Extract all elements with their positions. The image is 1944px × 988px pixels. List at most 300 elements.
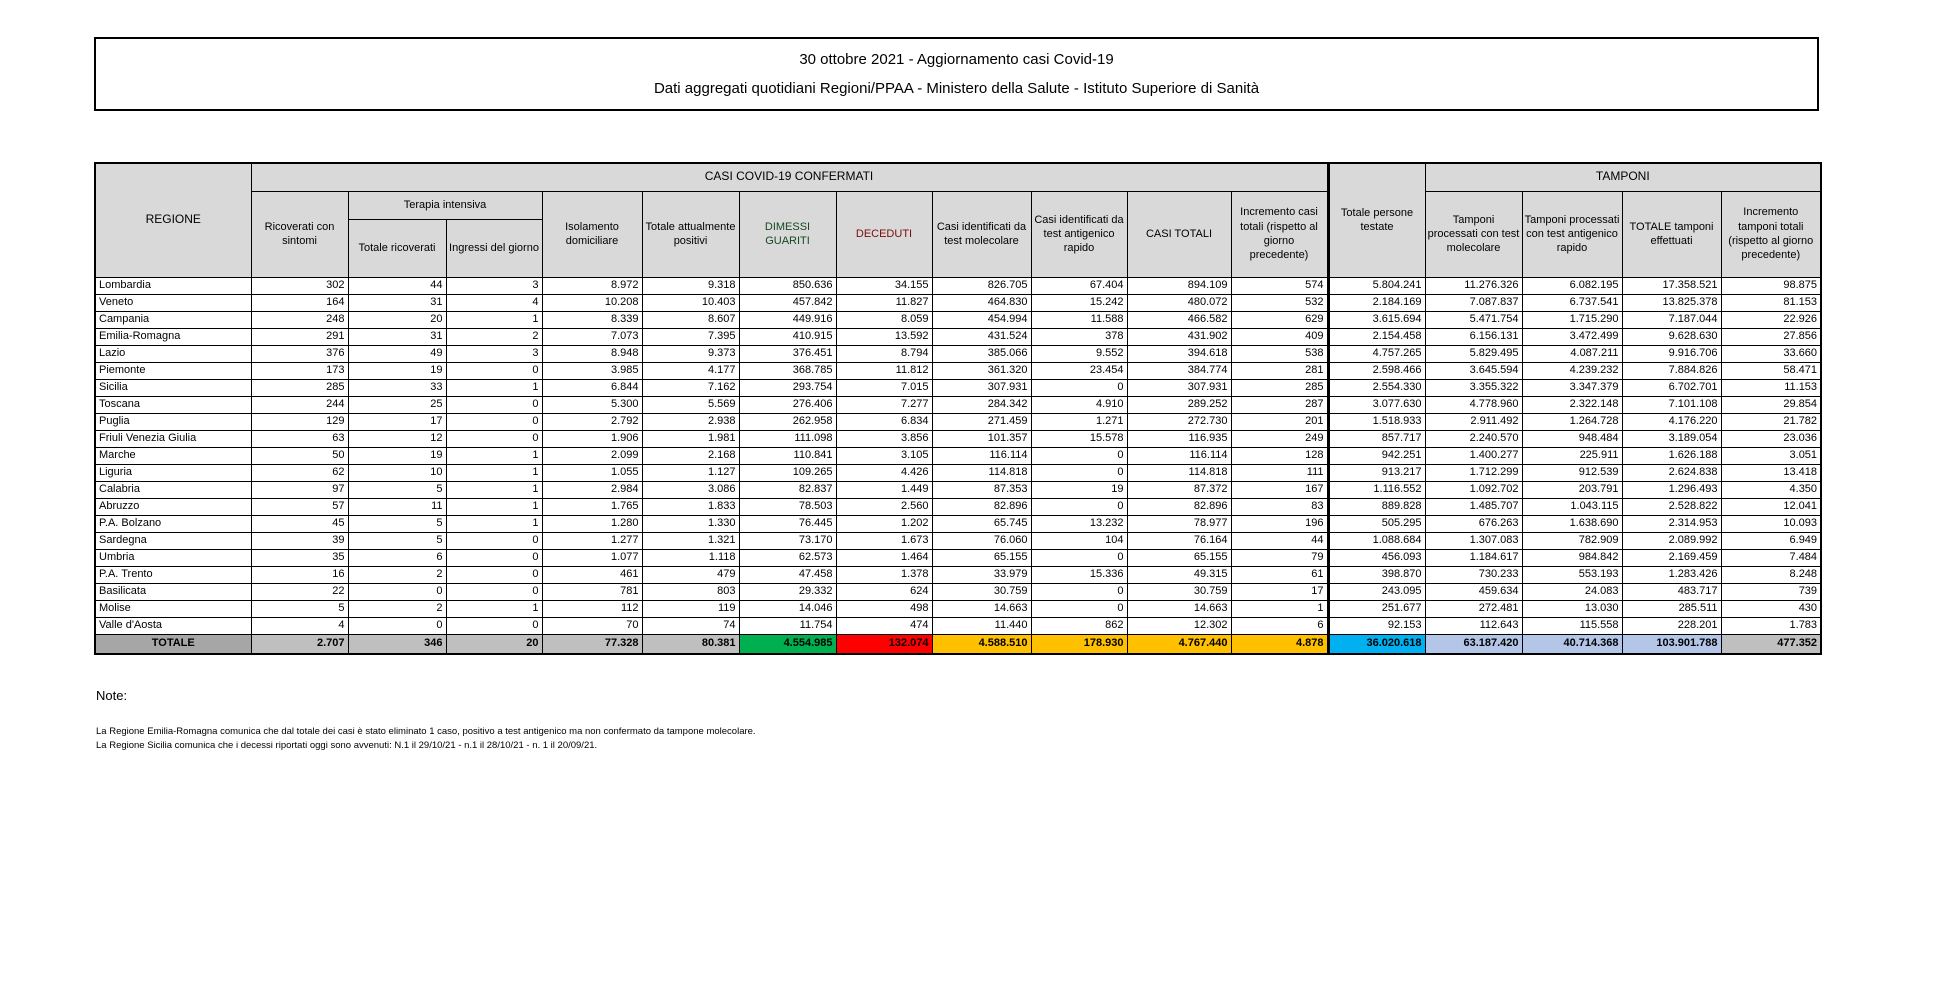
region-cell: Valle d'Aosta <box>95 617 251 634</box>
value-cell: 11 <box>348 498 446 515</box>
value-cell: 480.072 <box>1127 294 1231 311</box>
value-cell: 83 <box>1231 498 1328 515</box>
value-cell: 398.870 <box>1328 566 1425 583</box>
header-totale-attualmente-positivi: Totale attualmente positivi <box>642 191 739 277</box>
value-cell: 285.511 <box>1622 600 1721 617</box>
value-cell: 3.615.694 <box>1328 311 1425 328</box>
header-incremento-tamponi: Incremento tamponi totali (rispetto al giorno precedente) <box>1721 191 1821 277</box>
value-cell: 78.503 <box>739 498 836 515</box>
header-totale-persone-testate: Totale persone testate <box>1328 163 1425 277</box>
value-cell: 167 <box>1231 481 1328 498</box>
value-cell: 384.774 <box>1127 362 1231 379</box>
value-cell: 293.754 <box>739 379 836 396</box>
value-cell: 19 <box>348 447 446 464</box>
value-cell: 385.066 <box>932 345 1031 362</box>
value-cell: 1 <box>446 379 542 396</box>
value-cell: 1.712.299 <box>1425 464 1522 481</box>
value-cell: 33 <box>348 379 446 396</box>
region-cell: Basilicata <box>95 583 251 600</box>
value-cell: 244 <box>251 396 348 413</box>
value-cell: 459.634 <box>1425 583 1522 600</box>
value-cell: 30.759 <box>1127 583 1231 600</box>
value-cell: 2.089.992 <box>1622 532 1721 549</box>
value-cell: 3.472.499 <box>1522 328 1622 345</box>
value-cell: 33.660 <box>1721 345 1821 362</box>
value-cell: 1.330 <box>642 515 739 532</box>
table-row <box>95 532 1821 549</box>
value-cell: 449.916 <box>739 311 836 328</box>
value-cell: 803 <box>642 583 739 600</box>
total-value-cell: 4.588.510 <box>932 634 1031 654</box>
value-cell: 1.833 <box>642 498 739 515</box>
value-cell: 410.915 <box>739 328 836 345</box>
value-cell: 2 <box>446 328 542 345</box>
value-cell: 0 <box>1031 600 1127 617</box>
value-cell: 10.403 <box>642 294 739 311</box>
header-dimessi-guariti: DIMESSI GUARITI <box>739 191 836 277</box>
value-cell: 1 <box>446 447 542 464</box>
value-cell: 9.552 <box>1031 345 1127 362</box>
table-row <box>95 549 1821 566</box>
value-cell: 13.825.378 <box>1622 294 1721 311</box>
value-cell: 0 <box>348 617 446 634</box>
value-cell: 14.663 <box>1127 600 1231 617</box>
header-casi-totali: CASI TOTALI <box>1127 191 1231 277</box>
table-row <box>95 294 1821 311</box>
value-cell: 2.168 <box>642 447 739 464</box>
value-cell: 248 <box>251 311 348 328</box>
value-cell: 948.484 <box>1522 430 1622 447</box>
value-cell: 2.169.459 <box>1622 549 1721 566</box>
value-cell: 116.935 <box>1127 430 1231 447</box>
table-row <box>95 481 1821 498</box>
value-cell: 44 <box>1231 532 1328 549</box>
value-cell: 287 <box>1231 396 1328 413</box>
value-cell: 67.404 <box>1031 277 1127 294</box>
value-cell: 73.170 <box>739 532 836 549</box>
value-cell: 5 <box>348 532 446 549</box>
value-cell: 0 <box>446 566 542 583</box>
value-cell: 430 <box>1721 600 1821 617</box>
value-cell: 87.372 <box>1127 481 1231 498</box>
value-cell: 7.162 <box>642 379 739 396</box>
value-cell: 13.232 <box>1031 515 1127 532</box>
value-cell: 553.193 <box>1522 566 1622 583</box>
table-body <box>95 277 1821 654</box>
value-cell: 11.827 <box>836 294 932 311</box>
value-cell: 17 <box>348 413 446 430</box>
value-cell: 1.296.493 <box>1622 481 1721 498</box>
value-cell: 2.554.330 <box>1328 379 1425 396</box>
value-cell: 5 <box>348 515 446 532</box>
region-cell: Molise <box>95 600 251 617</box>
value-cell: 76.060 <box>932 532 1031 549</box>
value-cell: 0 <box>446 617 542 634</box>
value-cell: 2.322.148 <box>1522 396 1622 413</box>
value-cell: 82.896 <box>1127 498 1231 515</box>
value-cell: 35 <box>251 549 348 566</box>
header-totale-ricoverati: Totale ricoverati <box>348 219 446 277</box>
value-cell: 6.949 <box>1721 532 1821 549</box>
value-cell: 1 <box>446 515 542 532</box>
value-cell: 7.101.108 <box>1622 396 1721 413</box>
value-cell: 6.844 <box>542 379 642 396</box>
value-cell: 20 <box>348 311 446 328</box>
value-cell: 5.300 <box>542 396 642 413</box>
region-cell: Veneto <box>95 294 251 311</box>
value-cell: 63 <box>251 430 348 447</box>
value-cell: 3.856 <box>836 430 932 447</box>
value-cell: 1.116.552 <box>1328 481 1425 498</box>
value-cell: 894.109 <box>1127 277 1231 294</box>
table-row <box>95 362 1821 379</box>
value-cell: 1.400.277 <box>1425 447 1522 464</box>
value-cell: 0 <box>446 413 542 430</box>
value-cell: 8.607 <box>642 311 739 328</box>
value-cell: 781 <box>542 583 642 600</box>
value-cell: 498 <box>836 600 932 617</box>
table-row <box>95 328 1821 345</box>
region-cell: Lombardia <box>95 277 251 294</box>
value-cell: 22 <box>251 583 348 600</box>
region-cell: Piemonte <box>95 362 251 379</box>
value-cell: 0 <box>446 583 542 600</box>
value-cell: 49 <box>348 345 446 362</box>
value-cell: 1 <box>446 311 542 328</box>
value-cell: 1.783 <box>1721 617 1821 634</box>
value-cell: 4.176.220 <box>1622 413 1721 430</box>
total-value-cell: 4.767.440 <box>1127 634 1231 654</box>
header-band-tamponi: TAMPONI <box>1425 163 1821 191</box>
table-row <box>95 430 1821 447</box>
value-cell: 378 <box>1031 328 1127 345</box>
value-cell: 1 <box>446 600 542 617</box>
value-cell: 14.046 <box>739 600 836 617</box>
value-cell: 2.099 <box>542 447 642 464</box>
total-value-cell: 4.878 <box>1231 634 1328 654</box>
value-cell: 284.342 <box>932 396 1031 413</box>
value-cell: 6.834 <box>836 413 932 430</box>
value-cell: 4 <box>251 617 348 634</box>
value-cell: 984.842 <box>1522 549 1622 566</box>
total-value-cell: 178.930 <box>1031 634 1127 654</box>
value-cell: 1.906 <box>542 430 642 447</box>
value-cell: 6 <box>348 549 446 566</box>
value-cell: 281 <box>1231 362 1328 379</box>
value-cell: 1 <box>446 464 542 481</box>
note-line-1: La Regione Emilia-Romagna comunica che dal totale dei casi è stato eliminato 1 caso, positivo a test antigenico ma non confermato da tampone molecolare. <box>96 726 756 737</box>
value-cell: 5.829.495 <box>1425 345 1522 362</box>
value-cell: 98.875 <box>1721 277 1821 294</box>
value-cell: 2.624.838 <box>1622 464 1721 481</box>
value-cell: 5.471.754 <box>1425 311 1522 328</box>
value-cell: 5.569 <box>642 396 739 413</box>
value-cell: 850.636 <box>739 277 836 294</box>
table-row <box>95 515 1821 532</box>
value-cell: 1.449 <box>836 481 932 498</box>
value-cell: 119 <box>642 600 739 617</box>
value-cell: 2 <box>348 566 446 583</box>
value-cell: 164 <box>251 294 348 311</box>
value-cell: 285 <box>251 379 348 396</box>
value-cell: 8.059 <box>836 311 932 328</box>
value-cell: 1.626.188 <box>1622 447 1721 464</box>
value-cell: 0 <box>1031 498 1127 515</box>
total-value-cell: 20 <box>446 634 542 654</box>
value-cell: 23.036 <box>1721 430 1821 447</box>
value-cell: 574 <box>1231 277 1328 294</box>
value-cell: 9.318 <box>642 277 739 294</box>
notes-title: Note: <box>96 688 128 703</box>
value-cell: 1.277 <box>542 532 642 549</box>
value-cell: 5.804.241 <box>1328 277 1425 294</box>
value-cell: 285 <box>1231 379 1328 396</box>
value-cell: 2.154.458 <box>1328 328 1425 345</box>
value-cell: 2.911.492 <box>1425 413 1522 430</box>
region-cell: Abruzzo <box>95 498 251 515</box>
value-cell: 4.239.232 <box>1522 362 1622 379</box>
value-cell: 461 <box>542 566 642 583</box>
value-cell: 1.077 <box>542 549 642 566</box>
report-title: 30 ottobre 2021 - Aggiornamento casi Covid-19 <box>799 51 1114 68</box>
value-cell: 19 <box>1031 481 1127 498</box>
value-cell: 16 <box>251 566 348 583</box>
value-cell: 1.765 <box>542 498 642 515</box>
table-row <box>95 617 1821 634</box>
value-cell: 15.242 <box>1031 294 1127 311</box>
value-cell: 13.418 <box>1721 464 1821 481</box>
value-cell: 3.105 <box>836 447 932 464</box>
value-cell: 1.464 <box>836 549 932 566</box>
value-cell: 7.073 <box>542 328 642 345</box>
value-cell: 82.837 <box>739 481 836 498</box>
value-cell: 3.355.322 <box>1425 379 1522 396</box>
value-cell: 23.454 <box>1031 362 1127 379</box>
value-cell: 8.794 <box>836 345 932 362</box>
value-cell: 302 <box>251 277 348 294</box>
value-cell: 376 <box>251 345 348 362</box>
value-cell: 17.358.521 <box>1622 277 1721 294</box>
value-cell: 116.114 <box>932 447 1031 464</box>
region-cell: P.A. Bolzano <box>95 515 251 532</box>
region-cell: Sicilia <box>95 379 251 396</box>
value-cell: 9.373 <box>642 345 739 362</box>
value-cell: 0 <box>1031 583 1127 600</box>
value-cell: 291 <box>251 328 348 345</box>
value-cell: 3.051 <box>1721 447 1821 464</box>
value-cell: 14.663 <box>932 600 1031 617</box>
value-cell: 9.916.706 <box>1622 345 1721 362</box>
value-cell: 4.910 <box>1031 396 1127 413</box>
value-cell: 1.280 <box>542 515 642 532</box>
region-cell: Lazio <box>95 345 251 362</box>
region-cell: Friuli Venezia Giulia <box>95 430 251 447</box>
value-cell: 65.155 <box>932 549 1031 566</box>
value-cell: 4.778.960 <box>1425 396 1522 413</box>
total-value-cell: 103.901.788 <box>1622 634 1721 654</box>
value-cell: 115.558 <box>1522 617 1622 634</box>
total-value-cell: 132.074 <box>836 634 932 654</box>
header-ingressi-del-giorno: Ingressi del giorno <box>446 219 542 277</box>
value-cell: 3.645.594 <box>1425 362 1522 379</box>
value-cell: 196 <box>1231 515 1328 532</box>
value-cell: 225.911 <box>1522 447 1622 464</box>
header-deceduti: DECEDUTI <box>836 191 932 277</box>
total-value-cell: 2.707 <box>251 634 348 654</box>
value-cell: 262.958 <box>739 413 836 430</box>
value-cell: 4.087.211 <box>1522 345 1622 362</box>
value-cell: 128 <box>1231 447 1328 464</box>
value-cell: 1.378 <box>836 566 932 583</box>
value-cell: 1.264.728 <box>1522 413 1622 430</box>
value-cell: 116.114 <box>1127 447 1231 464</box>
value-cell: 11.276.326 <box>1425 277 1522 294</box>
value-cell: 376.451 <box>739 345 836 362</box>
value-cell: 6.082.195 <box>1522 277 1622 294</box>
value-cell: 13.030 <box>1522 600 1622 617</box>
value-cell: 3 <box>446 277 542 294</box>
value-cell: 45 <box>251 515 348 532</box>
region-cell: Calabria <box>95 481 251 498</box>
value-cell: 6 <box>1231 617 1328 634</box>
header-tamponi-antigenico: Tamponi processati con test antigenico rapido <box>1522 191 1622 277</box>
value-cell: 0 <box>446 532 542 549</box>
value-cell: 289.252 <box>1127 396 1231 413</box>
title-box <box>94 37 1819 111</box>
value-cell: 104 <box>1031 532 1127 549</box>
value-cell: 1.118 <box>642 549 739 566</box>
value-cell: 0 <box>446 430 542 447</box>
value-cell: 1.202 <box>836 515 932 532</box>
value-cell: 307.931 <box>1127 379 1231 396</box>
value-cell: 409 <box>1231 328 1328 345</box>
table-row <box>95 464 1821 481</box>
value-cell: 87.353 <box>932 481 1031 498</box>
value-cell: 2.598.466 <box>1328 362 1425 379</box>
value-cell: 8.248 <box>1721 566 1821 583</box>
value-cell: 7.884.826 <box>1622 362 1721 379</box>
header-casi-test-antigenico: Casi identificati da test antigenico rapido <box>1031 191 1127 277</box>
value-cell: 27.856 <box>1721 328 1821 345</box>
total-row <box>95 634 1821 654</box>
value-cell: 47.458 <box>739 566 836 583</box>
region-cell: P.A. Trento <box>95 566 251 583</box>
value-cell: 3.189.054 <box>1622 430 1721 447</box>
value-cell: 889.828 <box>1328 498 1425 515</box>
value-cell: 24.083 <box>1522 583 1622 600</box>
note-line-2: La Regione Sicilia comunica che i decessi riportati oggi sono avvenuti: N.1 il 29/10/21 - n.1 il 28/10/21 - n. 1 il 20/09/21. <box>96 739 598 751</box>
covid-table <box>94 162 1822 655</box>
value-cell: 70 <box>542 617 642 634</box>
value-cell: 12.302 <box>1127 617 1231 634</box>
value-cell: 857.717 <box>1328 430 1425 447</box>
table-row <box>95 396 1821 413</box>
value-cell: 65.745 <box>932 515 1031 532</box>
value-cell: 251.677 <box>1328 600 1425 617</box>
value-cell: 2.792 <box>542 413 642 430</box>
value-cell: 0 <box>446 362 542 379</box>
value-cell: 272.730 <box>1127 413 1231 430</box>
value-cell: 203.791 <box>1522 481 1622 498</box>
value-cell: 97 <box>251 481 348 498</box>
value-cell: 479 <box>642 566 739 583</box>
value-cell: 7.015 <box>836 379 932 396</box>
value-cell: 30.759 <box>932 583 1031 600</box>
value-cell: 31 <box>348 294 446 311</box>
value-cell: 129 <box>251 413 348 430</box>
value-cell: 10 <box>348 464 446 481</box>
value-cell: 942.251 <box>1328 447 1425 464</box>
value-cell: 394.618 <box>1127 345 1231 362</box>
value-cell: 11.812 <box>836 362 932 379</box>
header-ricoverati-con-sintomi: Ricoverati con sintomi <box>251 191 348 277</box>
total-value-cell: 63.187.420 <box>1425 634 1522 654</box>
total-value-cell: 4.554.985 <box>739 634 836 654</box>
total-value-cell: 77.328 <box>542 634 642 654</box>
value-cell: 44 <box>348 277 446 294</box>
value-cell: 114.818 <box>932 464 1031 481</box>
value-cell: 8.339 <box>542 311 642 328</box>
value-cell: 7.277 <box>836 396 932 413</box>
value-cell: 49.315 <box>1127 566 1231 583</box>
value-cell: 1.127 <box>642 464 739 481</box>
value-cell: 431.524 <box>932 328 1031 345</box>
value-cell: 1.307.083 <box>1425 532 1522 549</box>
value-cell: 62.573 <box>739 549 836 566</box>
value-cell: 466.582 <box>1127 311 1231 328</box>
value-cell: 29.332 <box>739 583 836 600</box>
value-cell: 57 <box>251 498 348 515</box>
value-cell: 307.931 <box>932 379 1031 396</box>
value-cell: 62 <box>251 464 348 481</box>
value-cell: 3 <box>446 345 542 362</box>
value-cell: 92.153 <box>1328 617 1425 634</box>
value-cell: 76.445 <box>739 515 836 532</box>
value-cell: 782.909 <box>1522 532 1622 549</box>
value-cell: 79 <box>1231 549 1328 566</box>
header-tamponi-molecolare: Tamponi processati con test molecolare <box>1425 191 1522 277</box>
total-value-cell: 346 <box>348 634 446 654</box>
value-cell: 361.320 <box>932 362 1031 379</box>
value-cell: 10.208 <box>542 294 642 311</box>
value-cell: 11.588 <box>1031 311 1127 328</box>
total-value-cell: 80.381 <box>642 634 739 654</box>
value-cell: 10.093 <box>1721 515 1821 532</box>
report-subtitle: Dati aggregati quotidiani Regioni/PPAA - Ministero della Salute - Istituto Superiore di Sanità <box>653 80 1260 97</box>
value-cell: 1.321 <box>642 532 739 549</box>
value-cell: 111 <box>1231 464 1328 481</box>
value-cell: 8.972 <box>542 277 642 294</box>
value-cell: 474 <box>836 617 932 634</box>
value-cell: 65.155 <box>1127 549 1231 566</box>
value-cell: 82.896 <box>932 498 1031 515</box>
region-cell: Campania <box>95 311 251 328</box>
value-cell: 1.088.684 <box>1328 532 1425 549</box>
total-value-cell: 36.020.618 <box>1328 634 1425 654</box>
value-cell: 7.395 <box>642 328 739 345</box>
value-cell: 483.717 <box>1622 583 1721 600</box>
value-cell: 13.592 <box>836 328 932 345</box>
value-cell: 11.153 <box>1721 379 1821 396</box>
value-cell: 74 <box>642 617 739 634</box>
value-cell: 505.295 <box>1328 515 1425 532</box>
value-cell: 81.153 <box>1721 294 1821 311</box>
region-cell: Puglia <box>95 413 251 430</box>
value-cell: 826.705 <box>932 277 1031 294</box>
value-cell: 6.156.131 <box>1425 328 1522 345</box>
table-row <box>95 345 1821 362</box>
value-cell: 1.043.115 <box>1522 498 1622 515</box>
